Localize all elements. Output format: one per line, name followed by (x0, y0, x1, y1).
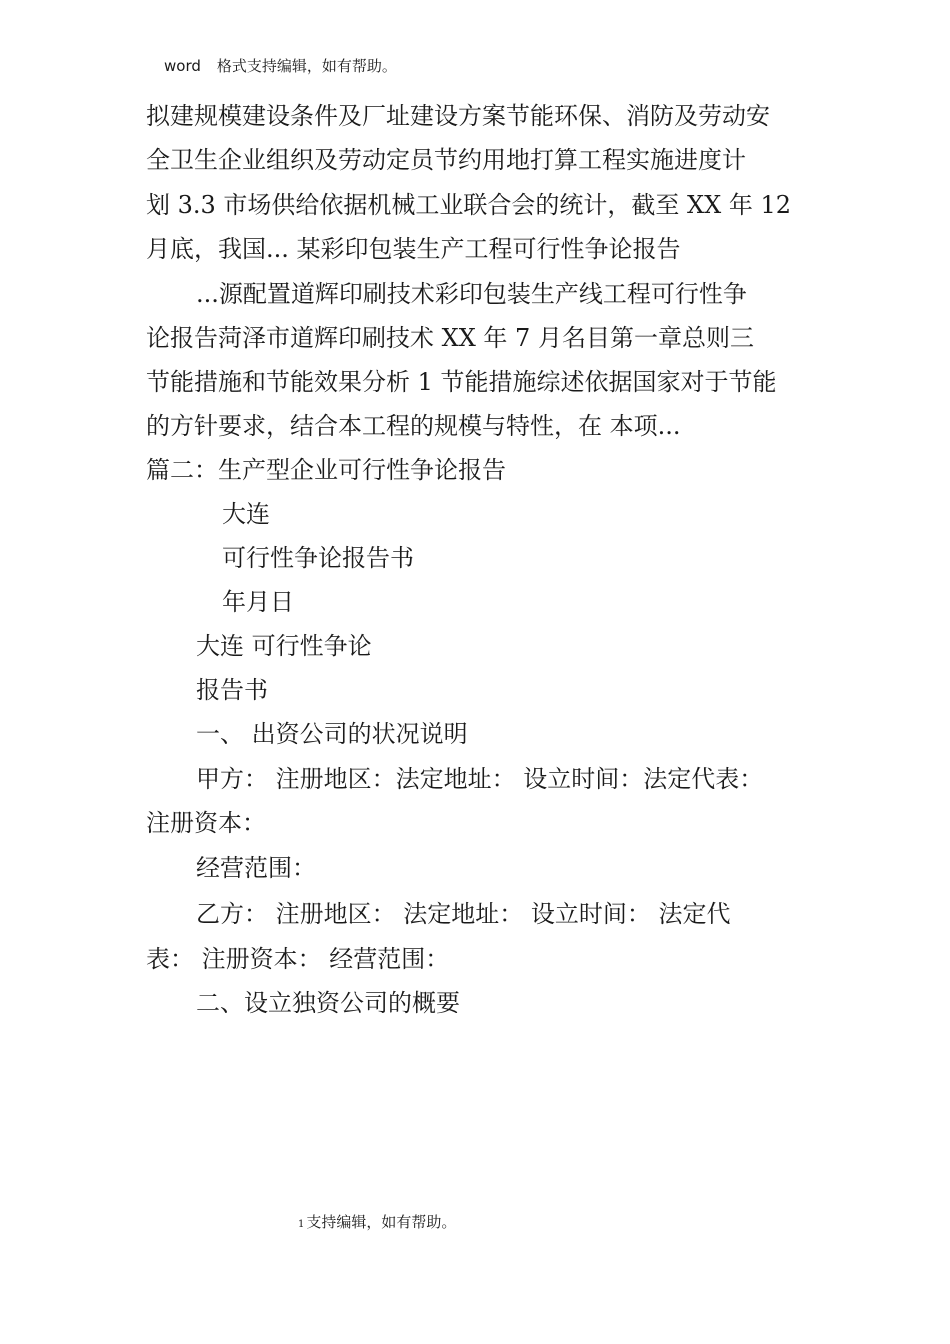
body-line-1: 拟建规模建设条件及厂址建设方案节能环保、消防及劳动安 (146, 102, 770, 130)
body-line-4: 月底，我国... 某彩印包装生产工程可行性争论报告 (146, 235, 681, 263)
party-b-line-1: 乙方： 注册地区： 法定地址： 设立时间： 法定代 (196, 900, 731, 928)
cover-city: 大连 (222, 500, 270, 528)
party-b-line-2: 表： 注册资本： 经营范围： (146, 945, 450, 973)
body-line-8: 的方针要求，结合本工程的规模与特性，在 本项... (146, 412, 681, 440)
report-title-line-2: 报告书 (196, 676, 268, 704)
body-line-2: 全卫生企业组织及劳动定员节约用地打算工程实施进度计 (146, 146, 746, 174)
section-1-heading: 一、 出资公司的状况说明 (196, 720, 468, 748)
header-word-label: word (164, 57, 201, 75)
section-2-heading: 二、设立独资公司的概要 (196, 989, 460, 1017)
section-heading-part-two: 篇二：生产型企业可行性争论报告 (146, 456, 506, 484)
body-line-6: 论报告菏泽市道辉印刷技术 XX 年 7 月名目第一章总则三 (146, 324, 754, 352)
cover-date: 年月日 (222, 588, 294, 616)
body-line-5: ...源配置道辉印刷技术彩印包装生产线工程可行性争 (196, 280, 747, 308)
body-line-7: 节能措施和节能效果分析 1 节能措施综述依据国家对于节能 (146, 368, 777, 396)
party-a-line-2: 注册资本： (146, 809, 266, 837)
footer-text: 支持编辑，如有帮助。 (306, 1213, 457, 1231)
header-text: 格式支持编辑，如有帮助。 (216, 57, 397, 75)
page-number: 1 (298, 1219, 305, 1230)
page-header (164, 55, 397, 76)
report-title-line-1: 大连 可行性争论 (196, 632, 372, 660)
body-line-3: 划 3.3 市场供给依据机械工业联合会的统计，截至 XX 年 12 (146, 191, 792, 219)
cover-title: 可行性争论报告书 (222, 544, 414, 572)
party-a-business-scope: 经营范围： (196, 854, 316, 882)
party-a-line-1: 甲方： 注册地区：法定地址： 设立时间：法定代表： (196, 765, 764, 793)
page-footer (298, 1211, 456, 1232)
